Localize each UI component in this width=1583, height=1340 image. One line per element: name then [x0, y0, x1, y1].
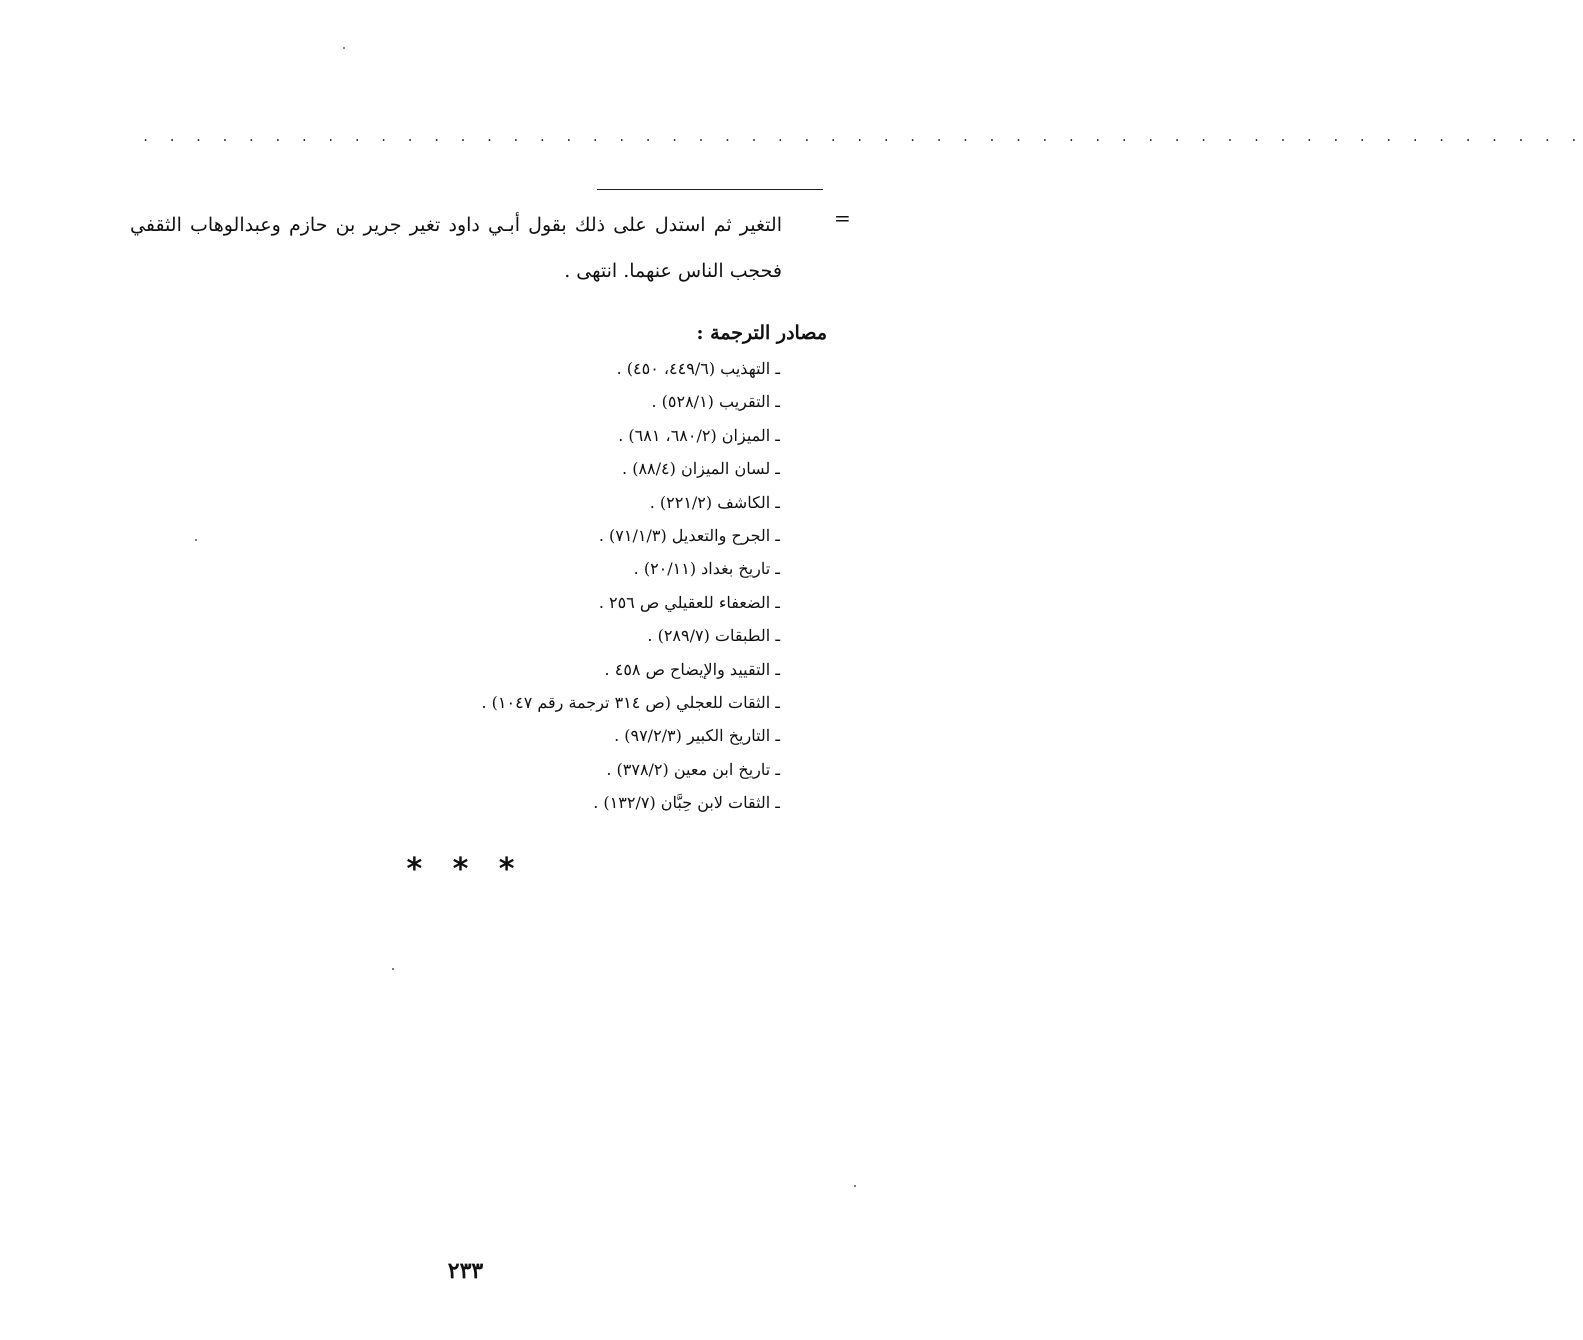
source-item: ـ لسان الميزان (٨٨/٤) .	[622, 459, 780, 479]
source-item: ـ الثقات للعجلي (ص ٣١٤ ترجمة رقم ١٠٤٧) .	[481, 692, 780, 712]
dotted-separator: . . . . . . . . . . . . . . . . . . . . . . . . . . . . . . . . . . . . . . . . . . . . . . . . . . . . . . .	[142, 130, 1583, 144]
source-item: ـ الميزان (٦٨٠/٢، ٦٨١) .	[618, 425, 780, 445]
section-end-asterisks: * * *	[406, 852, 525, 887]
source-item: ـ التقريب (٥٢٨/١) .	[651, 392, 780, 412]
scan-speck	[343, 47, 345, 49]
source-item: ـ الكاشف (٢٢١/٢) .	[649, 492, 780, 512]
sources-list	[260, 352, 780, 819]
source-item: ـ الجرح والتعديل (٧١/١/٣) .	[598, 525, 780, 545]
source-item: ـ الثقات لابن حِبَّان (١٣٢/٧) .	[593, 793, 780, 813]
footnote-text: التغير ثم استدل على ذلك بقول أبـي داود تغير جرير بن حازم وعبدالوهاب الثقفي فحجب الناس عنهما. انتهى .	[130, 214, 782, 282]
footnote-rule	[597, 189, 823, 190]
source-item: ـ التقييد والإيضاح ص ٤٥٨ .	[604, 659, 780, 679]
scan-speck	[854, 1185, 856, 1187]
footnote-continuation-marker: =	[834, 206, 851, 230]
source-item: ـ التاريخ الكبير (٩٧/٢/٣) .	[614, 726, 780, 746]
page-number: ٢٣٣	[447, 1258, 484, 1284]
source-item: ـ التهذيب (٤٤٩/٦، ٤٥٠) .	[616, 359, 780, 378]
sources-heading: مصادر الترجمة :	[696, 322, 827, 344]
scan-speck	[392, 968, 394, 970]
source-item: ـ تاريخ ابن معين (٣٧٨/٢) .	[606, 759, 780, 779]
source-item: ـ الضعفاء للعقيلي ص ٢٥٦ .	[598, 592, 780, 612]
scan-speck	[195, 539, 197, 541]
source-item: ـ الطبقات (٢٨٩/٧) .	[647, 626, 780, 646]
source-item: ـ تاريخ بغداد (٢٠/١١) .	[633, 559, 780, 579]
